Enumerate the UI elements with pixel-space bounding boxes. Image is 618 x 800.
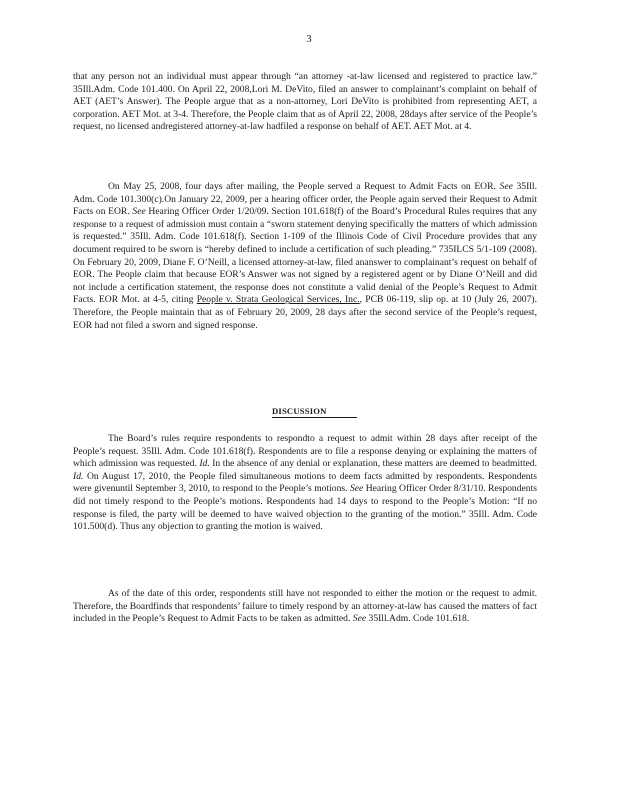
paragraph-3	[73, 433, 537, 534]
paragraph-2-text-b: 35Ill. Adm. Code 101.300(c).On January 22, 2009, per a hearing officer order, the People again served their Request to Admit Facts on EOR.	[73, 181, 537, 218]
see-signal: See	[349, 483, 364, 495]
paragraph-3-text-a: The Board’s rules require respondents to respondto a request to admit within 28 days after receipt of the People’s request. 35Ill. Adm. Code 101.618(f). Respondents are to file a response denying or explaining the matters of which admission was requested.	[73, 433, 537, 470]
paragraph-4-text-b: 35Ill.Adm. Code 101.618.	[368, 613, 470, 625]
see-signal: See	[352, 613, 367, 625]
paragraph-3-text-c: On August 17, 2010, the People filed simultaneous motions to deem facts admitted by respondents. Respondents were givenuntil September 3, 2010, to respond to the People’s motions.	[73, 470, 537, 495]
paragraph-2-text-a: On May 25, 2008, four days after mailing, the People served a Request to Admit Facts on EOR.	[108, 181, 496, 192]
paragraph-2-text-d: , PCB 06-119, slip op. at 10 (July 26, 2007). Therefore, the People maintain that as of February 20, 2009, 28 days after the second service of the People’s request, EOR had not filed a sworn and signed response.	[73, 294, 537, 331]
page-number: 3	[306, 34, 312, 45]
see-signal: See	[499, 181, 513, 192]
paragraph-1	[73, 71, 537, 134]
paragraph-3-text-b: In the absence of any denial or explanation, these matters are deemed to beadmitted.	[212, 458, 537, 470]
paragraph-4	[73, 588, 537, 626]
paragraph-1-text: that any person not an individual must appear through “an attorney -at-law licensed and registered to practice law.” 35Ill.Adm. Code 101.400. On April 22, 2008,Lori M. DeVito, filed an answer to complainant’s complaint on behalf of AET (AET’s Answer). The People argue that as a non-attorney, Lori DeVito is prohibited from representing AET, a corporation. AET Mot. at 3-4. Therefore, the People claim that as of April 22, 2008, 28days after service of the People’s request, no licensed andregistered attorney-at-law hadfiled a response on behalf of AET. AET Mot. at 4.	[73, 71, 537, 133]
case-citation: People v. Strata Geological Services, Inc.	[196, 294, 360, 306]
section-heading: DISCUSSION	[272, 406, 357, 418]
paragraph-2	[73, 181, 537, 332]
id-signal: Id.	[199, 458, 210, 470]
paragraph-2-text-c: Hearing Officer Order 1/20/09. Section 101.618(f) of the Board’s Procedural Rules requires that any response to a request of admission must contain a “sworn statement denying specifically the matters of which admission is requested.” 35Ill. Adm. Code 101.618(f). Section 1-109 of the Illinois Code of Civil Procedure provides that any document required to be sworn is “hereby defined to include a certification of such pleading.” 735ILCS 5/1-109 (2008). On February 20, 2009, Diane F. O’Neill, a licensed attorney-at-law, filed ananswer to complainant’s request on behalf of EOR. The People claim that because EOR’s Answer was not signed by a registered agent or by Diane O’Neill and did not include a certification statement, the response does not constitute a valid denial of the People’s Request to Admit Facts. EOR Mot. at 4-5, citing	[73, 206, 537, 306]
paragraph-4-text-a: As of the date of this order, respondents still have not responded to either the motion or the request to admit. Therefore, the Boardfinds that respondents’ failure to timely respond by an attorney-at-law has caused the matters of fact included in the People’s Request to Admit Facts to be taken as admitted.	[73, 588, 537, 625]
id-signal: Id.	[73, 470, 84, 482]
see-signal: See	[132, 206, 146, 218]
paragraph-3-text-d: Hearing Officer Order 8/31/10. Respondents did not timely respond to the People’s motions. Respondents had 14 days to respond to the People’s Motion: “If no response is filed, the party will be deemed to have waived objection to the granting of the motion.” 35Ill. Adm. Code 101.500(d). Thus any objection to granting the motion is waived.	[73, 483, 537, 533]
